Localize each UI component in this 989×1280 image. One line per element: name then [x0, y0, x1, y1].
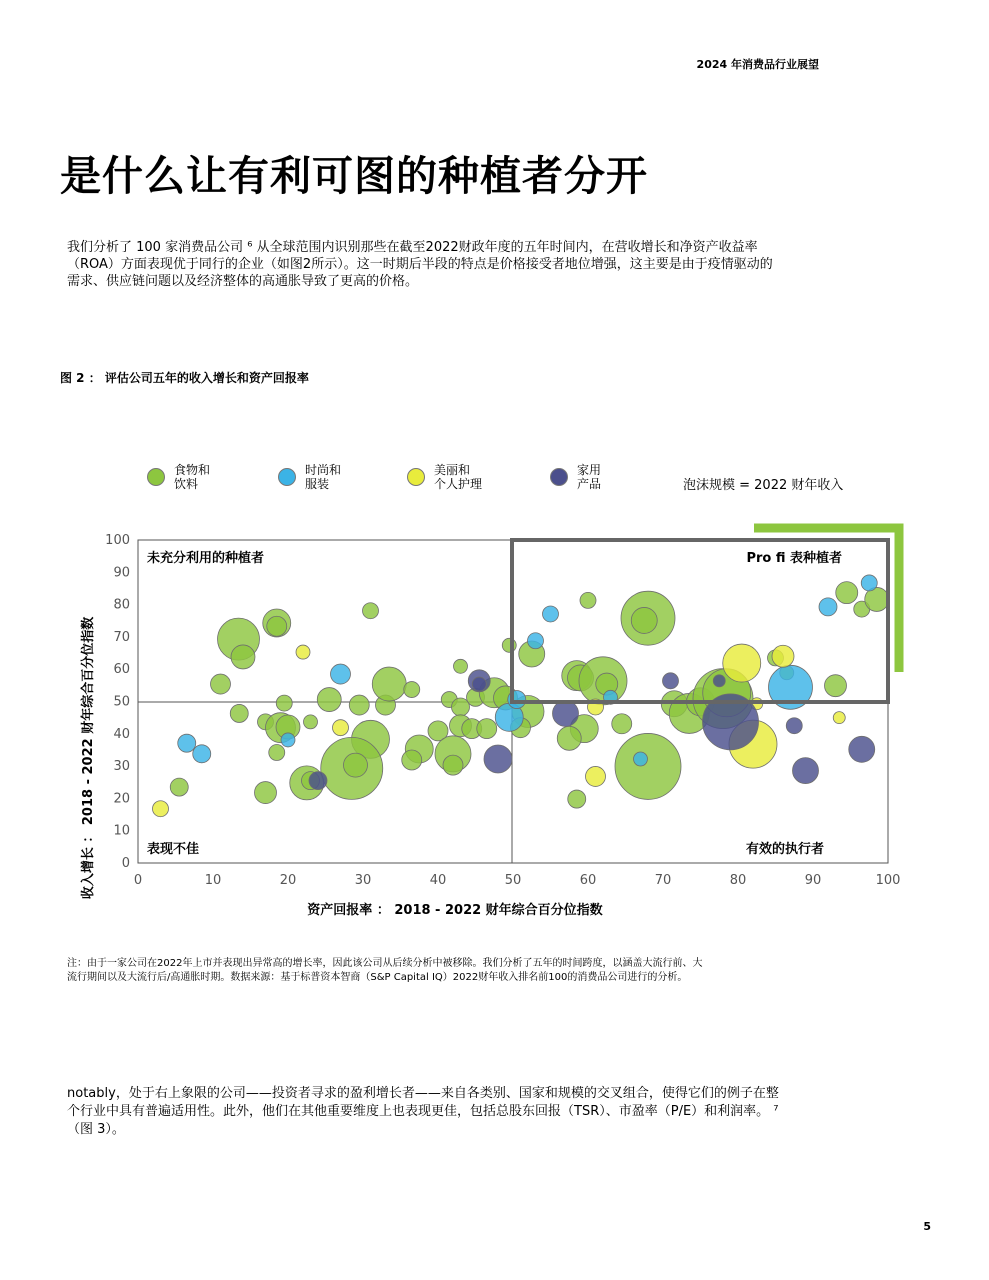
data-bubble	[477, 719, 497, 739]
data-bubble	[631, 607, 657, 633]
y-tick-label: 90	[113, 565, 130, 581]
data-bubble	[723, 644, 761, 682]
data-bubble	[543, 606, 559, 622]
x-tick-label: 100	[875, 873, 901, 888]
data-bubble	[211, 674, 231, 694]
data-bubble	[276, 695, 292, 711]
data-bubble	[586, 766, 606, 786]
x-tick-label: 90	[804, 873, 822, 888]
legend-item-household	[550, 463, 601, 491]
y-tick-label: 100	[105, 533, 130, 548]
data-bubble	[819, 598, 837, 616]
data-bubble	[255, 782, 277, 804]
legend-label: 时尚和 服装	[305, 463, 342, 491]
data-bubble	[231, 645, 255, 669]
quadrant-label-bottom-right: 有效的执行者	[745, 842, 824, 857]
x-tick-label: 20	[279, 873, 297, 888]
data-bubble	[372, 667, 406, 701]
quadrant-label-top-left: 未充分利用的种植者	[147, 551, 265, 566]
data-bubble	[363, 603, 379, 619]
legend-dot-icon	[278, 468, 296, 486]
data-bubble	[170, 778, 188, 796]
data-bubble	[634, 752, 648, 766]
legend-label: 家用 产品	[577, 463, 602, 491]
data-bubble	[281, 733, 295, 747]
data-bubble	[454, 659, 468, 673]
figure-note: 注：由于一家公司在2022年上市并表现出异常高的增长率，因此该公司从后续分析中被移除。我们分析了五年的时间跨度，以涵盖大流行前、大流行期间以及大流行后/高通胀时期。数据来源：基于标普资本智商（S&P Capital IQ）2022财年收入排名前100的消费品公司进行的分析。	[67, 958, 703, 983]
legend-label: 食物和 饮料	[174, 463, 211, 491]
y-axis-label: 收入增长 ： 2018 - 2022 财年综合百分位指数	[81, 616, 96, 900]
data-bubble	[153, 801, 169, 817]
data-bubble	[344, 753, 368, 777]
legend-item-fashion	[278, 463, 341, 491]
data-bubble	[580, 592, 596, 608]
data-bubble	[772, 645, 794, 667]
bubble-chart	[0, 510, 989, 930]
data-bubble	[849, 736, 875, 762]
x-tick-label: 10	[204, 873, 222, 888]
x-tick-label: 0	[133, 873, 143, 888]
data-bubble	[402, 750, 422, 770]
page-title: 是什么让有利可图的种植者分开	[60, 152, 648, 200]
data-bubble	[404, 682, 420, 698]
data-bubble	[528, 633, 544, 649]
quadrant-label-bottom-left: 表现不佳	[147, 842, 200, 857]
y-tick-label: 40	[113, 726, 130, 742]
quadrant-label-top-right: Pro fi 表种植者	[746, 551, 842, 566]
data-bubble	[269, 745, 285, 761]
data-bubble	[230, 704, 248, 722]
legend-dot-icon	[550, 468, 568, 486]
legend-item-beauty	[407, 463, 482, 491]
y-tick-label: 50	[113, 694, 130, 710]
data-bubble	[861, 575, 877, 591]
data-bubble	[568, 790, 586, 808]
data-bubble	[833, 712, 845, 724]
data-bubble	[333, 720, 349, 736]
figure-title: 图 2 ： 评估公司五年的收入增长和资产回报率	[60, 371, 309, 385]
page-number: 5	[923, 1220, 931, 1233]
y-tick-label: 0	[121, 856, 130, 871]
data-bubble	[612, 714, 632, 734]
x-tick-label: 50	[504, 873, 522, 888]
x-tick-label: 80	[729, 873, 747, 888]
data-bubble	[304, 715, 318, 729]
data-bubble	[296, 645, 310, 659]
data-bubble	[786, 718, 802, 734]
data-bubble	[317, 688, 341, 712]
data-bubble	[663, 673, 679, 689]
data-bubble	[178, 734, 196, 752]
y-tick-label: 10	[113, 823, 130, 839]
data-bubble	[484, 745, 512, 773]
data-bubble	[836, 582, 858, 604]
bubble-size-note: 泡沫规模 = 2022 财年收入	[683, 478, 844, 493]
legend-dot-icon	[407, 468, 425, 486]
data-bubble	[825, 675, 847, 697]
legend-dot-icon	[147, 468, 165, 486]
x-tick-label: 60	[579, 873, 597, 888]
x-tick-label: 30	[354, 873, 372, 888]
data-bubble	[267, 616, 287, 636]
body-paragraph: notably，处于右上象限的公司——投资者寻求的盈利增长者——来自各类别、国家和规模的交叉组合，使得它们的例子在整个行业中具有普遍适用性。此外，他们在其他重要维度上也表现更佳，包括总股东回报（TSR）、市盈率（P/E）和利润率。 ⁷ （图 3）。	[67, 1086, 779, 1137]
legend-item-food	[147, 463, 210, 491]
data-bubble	[615, 733, 681, 799]
legend-label: 美丽和 个人护理	[434, 463, 483, 491]
data-bubble	[713, 675, 725, 687]
data-bubble	[557, 726, 581, 750]
y-tick-label: 80	[113, 597, 130, 613]
y-tick-label: 60	[113, 662, 130, 678]
y-tick-label: 30	[113, 759, 130, 775]
intro-paragraph: 我们分析了 100 家消费品公司 ⁶ 从全球范围内识别那些在截至2022财政年度的五年时间内，在营收增长和净资产收益率（ROA）方面表现优于同行的企业（如图2所示）。这一时期后半段的特点是价格接受者地位增强，这主要是由于疫情驱动的需求、供应链问题以及经济整体的高通胀导致了更高的价格。	[67, 240, 773, 289]
x-axis-label: 资产回报率 ： 2018 - 2022 财年综合百分位指数	[307, 903, 603, 918]
data-bubble	[553, 700, 579, 726]
data-bubble	[502, 638, 516, 652]
data-bubble	[349, 695, 369, 715]
y-tick-label: 70	[113, 629, 130, 645]
data-bubble	[472, 677, 486, 691]
data-bubble	[193, 745, 211, 763]
data-bubble	[443, 755, 463, 775]
y-tick-label: 20	[113, 791, 130, 807]
data-bubble	[309, 772, 327, 790]
report-header: 2024 年消费品行业展望	[696, 58, 819, 71]
x-tick-label: 40	[429, 873, 447, 888]
data-bubble	[793, 758, 819, 784]
data-bubble	[331, 664, 351, 684]
x-tick-label: 70	[654, 873, 672, 888]
